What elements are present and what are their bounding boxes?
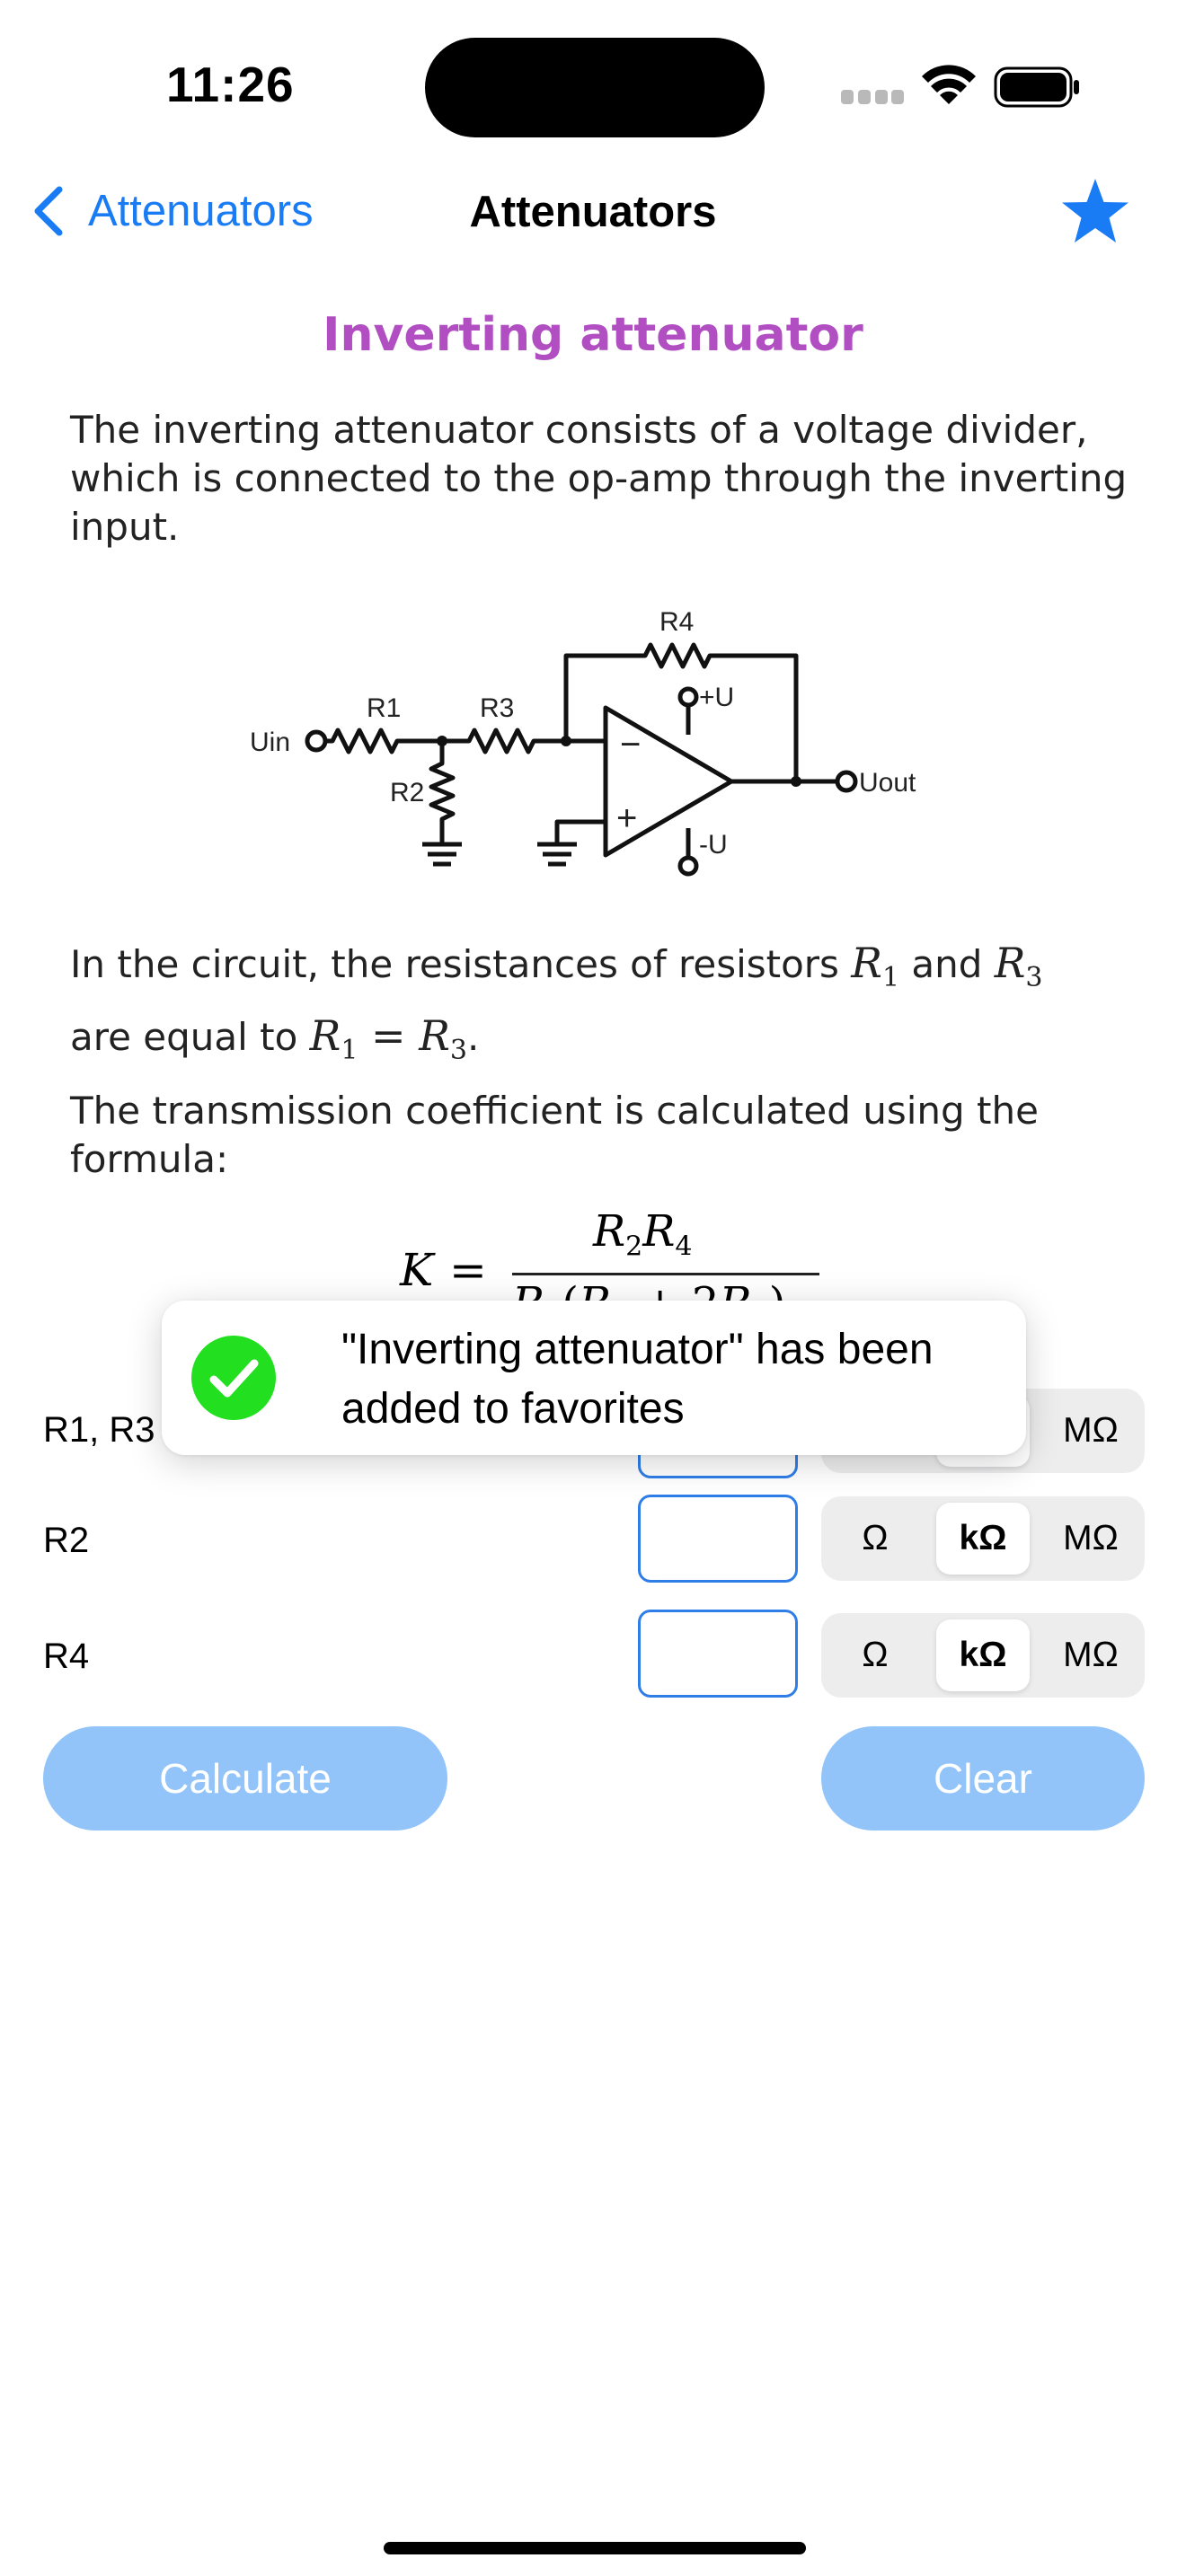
label-minus-u: -U	[699, 830, 728, 860]
label-r4: R4	[659, 607, 695, 637]
r2-input[interactable]	[638, 1495, 798, 1583]
circuit-diagram	[243, 602, 943, 889]
transmission-formula: K = $R_2R_4$	[395, 1208, 863, 1307]
unit-segmented-control-r2	[821, 1496, 1145, 1581]
unit-segmented-control-r4	[821, 1613, 1145, 1698]
checkmark-circle-icon	[190, 1335, 277, 1421]
home-indicator	[384, 2542, 806, 2554]
resistor-equality-paragraph: In the circuit, the resistances of resistors $R_1$ and $R_3$ are equal to $R_1 = R_3$.	[70, 939, 1043, 1067]
unit-kohm[interactable]: kΩ	[936, 1619, 1030, 1691]
unit-mohm[interactable]: MΩ	[1063, 1411, 1119, 1450]
favorite-star-icon[interactable]	[1060, 177, 1130, 245]
wifi-icon	[918, 63, 979, 108]
dynamic-island	[425, 38, 765, 137]
unit-ohm[interactable]: Ω	[862, 1636, 889, 1674]
battery-icon	[994, 66, 1080, 108]
clear-button[interactable]: Clear	[821, 1726, 1145, 1831]
unit-kohm[interactable]: kΩ	[936, 1503, 1030, 1575]
toast-message: "Inverting attenuator" has been added to favorites	[341, 1326, 934, 1433]
label-uout: Uout	[859, 768, 916, 798]
label-noninverting: +	[616, 798, 638, 838]
label-r1: R1	[367, 693, 402, 723]
unit-ohm[interactable]: Ω	[862, 1519, 889, 1557]
favorites-toast	[162, 1301, 1026, 1455]
row-label-r1-r3: R1, R3	[43, 1410, 155, 1450]
back-label: Attenuators	[88, 187, 314, 235]
status-time: 11:26	[166, 57, 295, 112]
label-uin: Uin	[250, 728, 291, 757]
calculate-button[interactable]: Calculate	[43, 1726, 447, 1831]
page-title: Inverting attenuator	[323, 308, 863, 362]
cellular-signal-icon	[841, 90, 904, 104]
label-r3: R3	[480, 693, 515, 723]
label-plus-u: +U	[699, 683, 735, 712]
row-label-r4: R4	[43, 1636, 90, 1676]
unit-mohm[interactable]: MΩ	[1063, 1636, 1119, 1674]
label-r2: R2	[390, 778, 425, 807]
unit-mohm[interactable]: MΩ	[1063, 1519, 1119, 1557]
description-paragraph: The inverting attenuator consists of a voltage divider, which is connected to the op-amp through the inverting input.	[70, 408, 1128, 549]
row-label-r2: R2	[43, 1521, 90, 1560]
nav-title: Attenuators	[469, 188, 717, 236]
r4-input[interactable]	[638, 1610, 798, 1698]
formula-intro-paragraph: The transmission coefficient is calculated using the formula:	[70, 1089, 1039, 1181]
label-inverting: −	[620, 725, 642, 764]
